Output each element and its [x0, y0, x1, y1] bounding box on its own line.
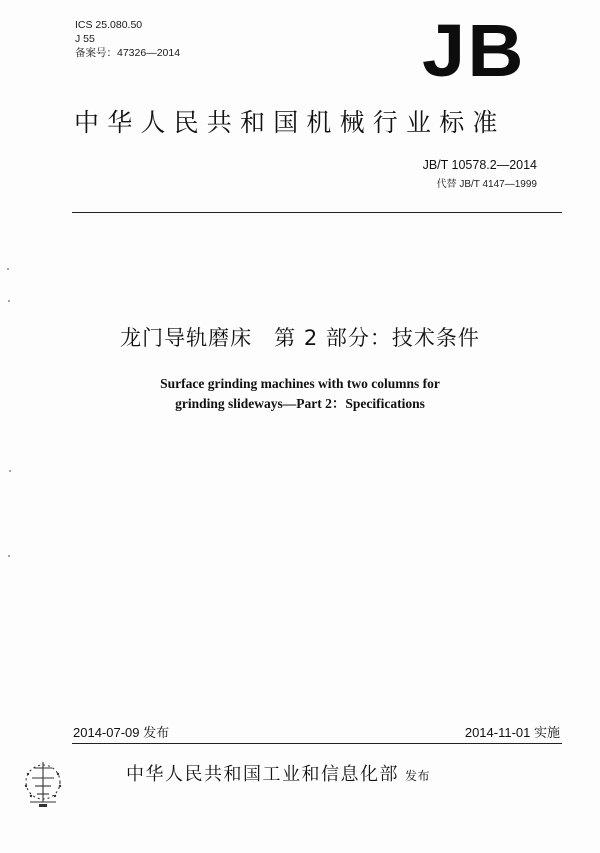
- jb-logo: JB: [422, 9, 526, 92]
- scan-speck: [8, 300, 10, 302]
- bottom-divider: [72, 743, 562, 744]
- english-title-line-1: Surface grinding machines with two columns for: [160, 376, 440, 391]
- ministry-emblem-icon: [20, 756, 66, 812]
- scan-speck: [8, 555, 10, 557]
- issue-date: 2014-07-09 发布: [73, 725, 170, 740]
- standard-category-title: 中华人民共和国机械行业标准: [74, 108, 506, 137]
- english-title-line-2: grinding slideways—Part 2：Specifications: [175, 396, 425, 411]
- document-title-english: [0, 374, 600, 414]
- issuing-authority: [126, 760, 430, 786]
- scan-speck: [9, 470, 11, 472]
- replaces-standard: 代替 JB/T 4147—1999: [436, 179, 537, 190]
- implementation-date: 2014-11-01 实施: [464, 725, 560, 740]
- classification-block: [75, 18, 180, 60]
- ics-code: ICS 25.080.50: [75, 19, 143, 31]
- filing-number: 备案号：47326—2014: [75, 47, 181, 59]
- document-title-chinese: 龙门导轨磨床 第 2 部分：技术条件: [120, 326, 480, 350]
- standard-number: JB/T 10578.2—2014: [422, 158, 537, 172]
- ccs-code: J 55: [75, 33, 95, 45]
- scan-speck: [7, 268, 9, 270]
- top-divider: [72, 212, 562, 213]
- issuing-authority-suffix: 发布: [405, 769, 431, 783]
- issuing-authority-name: 中华人民共和国工业和信息化部: [126, 764, 399, 785]
